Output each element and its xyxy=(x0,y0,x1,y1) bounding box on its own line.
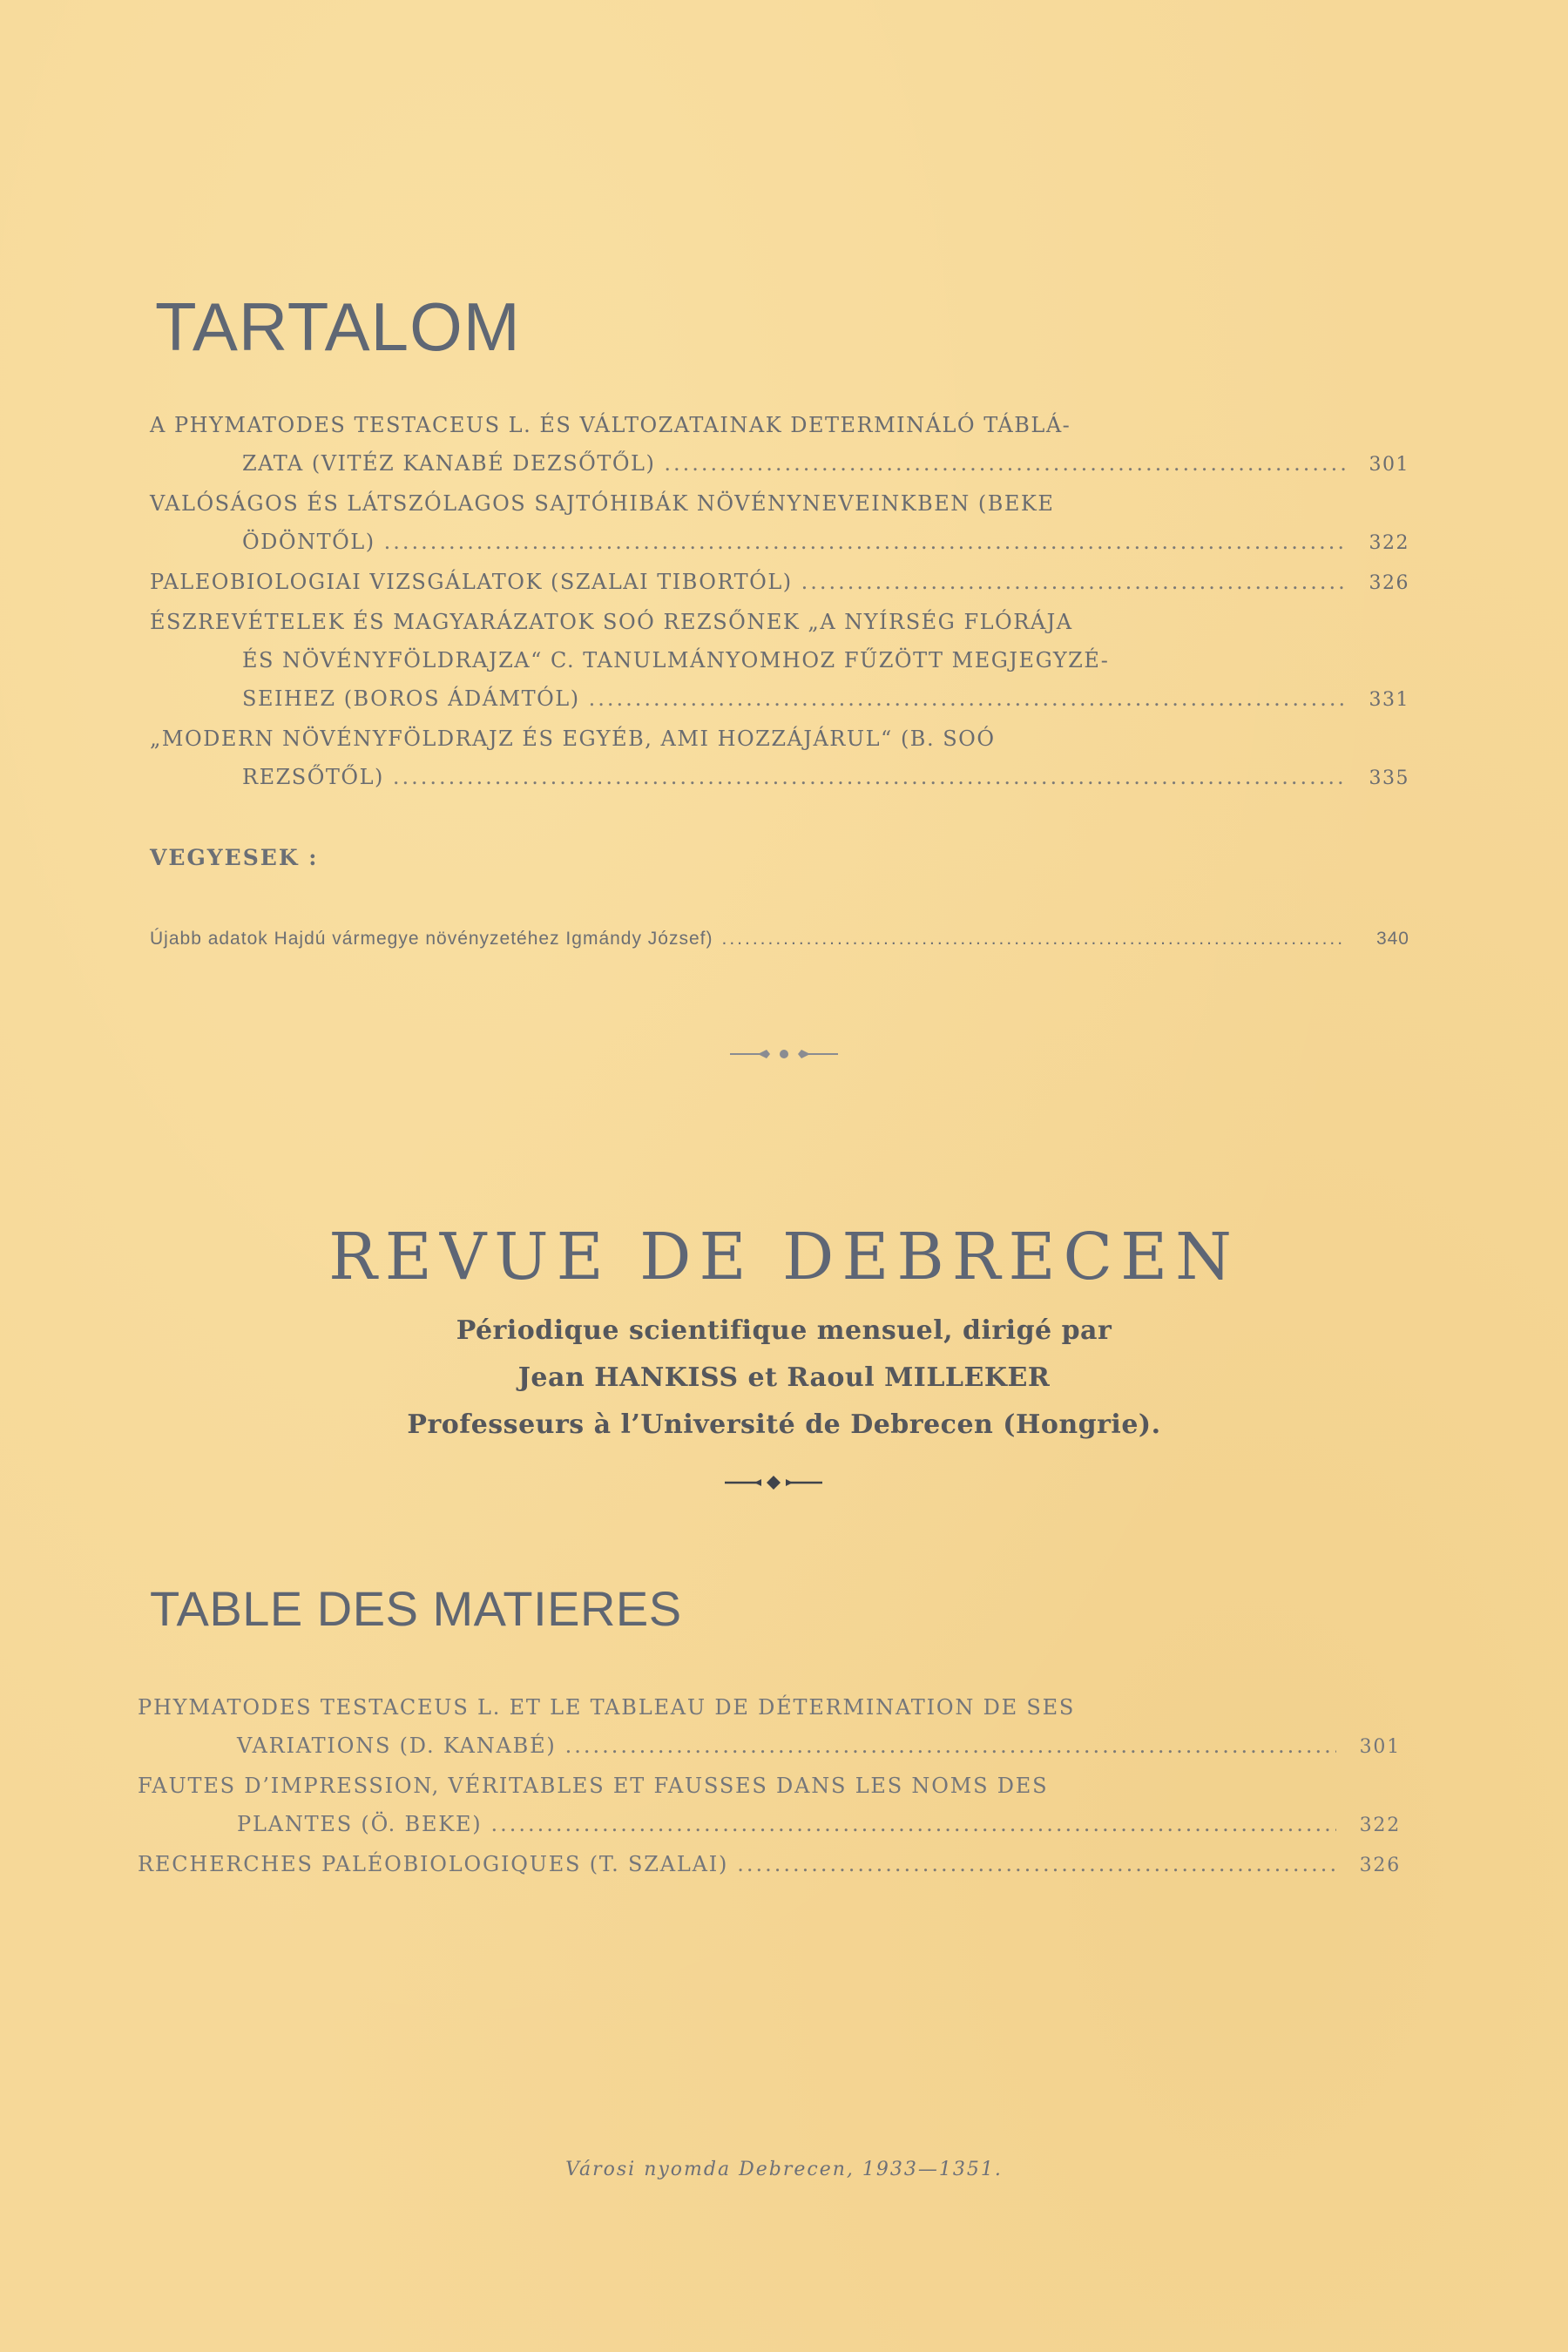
revue-subtitle: Périodique scientifique mensuel, dirigé par xyxy=(456,1315,1112,1346)
toc-entry-line: A PHYMATODES TESTACEUS L. ÉS VÁLTOZATAINAK DETERMINÁLÓ TÁBLÁ- xyxy=(150,413,1071,437)
page-number: 301 xyxy=(1359,1736,1401,1758)
toc-entry xyxy=(150,484,1409,563)
dot-leader xyxy=(801,563,1345,601)
revue-title: REVUE DE DEBRECEN xyxy=(328,1220,1240,1294)
toc-entry-text: SEIHEZ (BOROS ÁDÁMTÓL) xyxy=(242,686,580,711)
page-number: 301 xyxy=(1369,454,1409,476)
hu-contents-heading: TARTALOM xyxy=(155,288,521,365)
dot-leader xyxy=(722,929,1346,950)
toc-entry-line: „MODERN NÖVÉNYFÖLDRAJZ ÉS EGYÉB, AMI HOZZÁJÁRUL“ (B. SOÓ xyxy=(150,727,996,751)
dot-leader xyxy=(384,523,1345,561)
hu-contents-list xyxy=(150,406,1409,798)
dot-leader xyxy=(393,758,1345,796)
ornament-divider xyxy=(723,1044,845,1064)
fr-contents-list xyxy=(138,1688,1401,1885)
toc-entry xyxy=(138,1767,1401,1845)
dot-leader xyxy=(664,444,1345,483)
fr-contents-heading: TABLE DES MATIERES xyxy=(150,1581,682,1636)
toc-entry-text: RECHERCHES PALÉOBIOLOGIQUES (T. SZALAI) xyxy=(138,1852,729,1876)
toc-entry xyxy=(150,720,1409,798)
dot-leader xyxy=(589,679,1345,718)
toc-entry xyxy=(150,406,1409,484)
toc-entry-text: REZSŐTŐL) xyxy=(242,765,384,789)
printer-imprint: Városi nyomda Debrecen, 1933—1351. xyxy=(565,2159,1003,2180)
page-number: 326 xyxy=(1369,572,1409,594)
page-number: 326 xyxy=(1359,1855,1401,1876)
toc-entry-line: FAUTES D’IMPRESSION, VÉRITABLES ET FAUSSES DANS LES NOMS DES xyxy=(138,1774,1049,1798)
revue-editors: Jean HANKISS et Raoul MILLEKER xyxy=(517,1362,1051,1393)
toc-entry xyxy=(138,1688,1401,1767)
toc-entry-line: ÉSZREVÉTELEK ÉS MAGYARÁZATOK SOÓ REZSŐNEK „A NYÍRSÉG FLÓRÁJA xyxy=(150,610,1073,634)
toc-entry xyxy=(150,563,1409,603)
toc-entry-text: PALEOBIOLOGIAI VIZSGÁLATOK (SZALAI TIBORTÓL) xyxy=(150,570,793,594)
toc-entry xyxy=(150,603,1409,720)
toc-entry-line: PHYMATODES TESTACEUS L. ET LE TABLEAU DE DÉTERMINATION DE SES xyxy=(138,1695,1076,1720)
dot-leader xyxy=(737,1845,1336,1883)
page-number: 335 xyxy=(1369,767,1409,789)
dot-leader xyxy=(565,1727,1336,1765)
revue-affiliation: Professeurs à l’Université de Debrecen (Hongrie). xyxy=(407,1409,1161,1440)
toc-entry-text: PLANTES (Ö. BEKE) xyxy=(237,1812,483,1836)
dot-leader xyxy=(490,1805,1336,1843)
misc-entry-text: Újabb adatok Hajdú vármegye növényzetéhez Igmándy József) xyxy=(150,929,713,949)
toc-entry-line: VALÓSÁGOS ÉS LÁTSZÓLAGOS SAJTÓHIBÁK NÖVÉNYNEVEINKBEN (BEKE xyxy=(150,491,1055,516)
page-number: 340 xyxy=(1375,929,1409,949)
misc-section-label: VEGYESEK : xyxy=(150,845,319,870)
toc-entry-line: ÉS NÖVÉNYFÖLDRAJZA“ C. TANULMÁNYOMHOZ FŰZÖTT MEGJEGYZÉ- xyxy=(242,648,1110,672)
page-number: 322 xyxy=(1359,1815,1401,1836)
page-number: 331 xyxy=(1369,689,1409,711)
misc-entry xyxy=(150,929,1409,950)
ornament-divider xyxy=(713,1472,835,1493)
toc-entry-text: VARIATIONS (D. KANABÉ) xyxy=(237,1734,557,1758)
page-number: 322 xyxy=(1369,532,1409,554)
toc-entry xyxy=(138,1845,1401,1885)
toc-entry-text: ÖDÖNTŐL) xyxy=(242,530,375,554)
toc-entry-text: ZATA (VITÉZ KANABÉ DEZSŐTŐL) xyxy=(242,451,656,476)
